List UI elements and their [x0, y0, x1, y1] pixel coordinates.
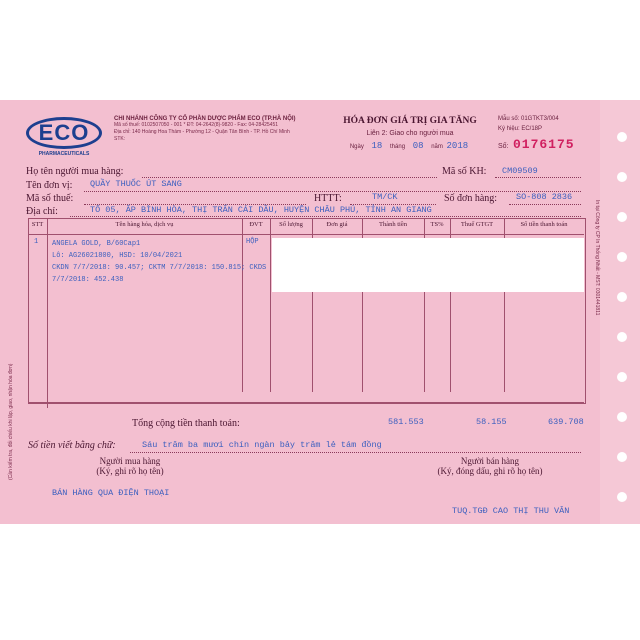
- address-value: TỔ 05, ẤP BÌNH HÒA, THỊ TRẤN CÁI DẦU, HUYỆN CHÂU PHÚ, TỈNH AN GIANG: [90, 205, 432, 215]
- total-payment: 639.708: [548, 417, 584, 427]
- customer-code-line: [495, 177, 581, 178]
- invoice-number: 0176175: [512, 137, 575, 152]
- feed-hole: [617, 332, 627, 342]
- invoice-date: [334, 141, 486, 151]
- row-unit: HỘP: [246, 238, 259, 246]
- feed-hole: [617, 492, 627, 502]
- unit-line: [84, 191, 581, 192]
- eco-logo: [26, 117, 102, 159]
- buyer-note: (Ký, ghi rõ họ tên): [96, 466, 164, 476]
- invoice-codes: [498, 116, 598, 153]
- address-label: Địa chỉ:: [26, 206, 58, 217]
- month-label: tháng: [390, 144, 406, 150]
- words-value: Sáu trăm ba mươi chín ngàn bảy trăm lẻ tám đồng: [142, 440, 382, 450]
- row-item-description: [52, 238, 266, 286]
- total-label: Tổng cộng tiền thanh toán:: [132, 418, 240, 429]
- buyer-stamp: BÁN HÀNG QUA ĐIỆN THOẠI: [52, 488, 170, 498]
- year-value: 2018: [446, 141, 469, 151]
- company-bank: STK:: [114, 136, 126, 142]
- form-code: Mẫu số: 01GTKT3/004: [498, 116, 559, 122]
- feed-hole: [617, 452, 627, 462]
- customer-code-label: Mã số KH:: [442, 166, 487, 177]
- address-line: [70, 216, 581, 217]
- total-amount: 581.553: [388, 417, 424, 427]
- payment-label: HTTT:: [314, 193, 342, 204]
- redacted-area: [272, 238, 584, 292]
- invoice-series: Ký hiệu: EC/18P: [498, 126, 543, 132]
- company-address: Địa chỉ: 140 Hoàng Hoa Thám - Phường 12 - Quận Tân Bình - TP. Hồ Chí Minh: [114, 129, 290, 135]
- buyer-title: Người mua hàng: [99, 456, 161, 466]
- buyer-name-label: Họ tên người mua hàng:: [26, 166, 124, 177]
- header-stt: STT: [31, 221, 44, 228]
- company-name: CHI NHÁNH CÔNG TY CỔ PHẦN DƯỢC PHẨM ECO (TP.HÀ NỘI): [114, 116, 296, 122]
- header-quantity: Số lượng: [279, 221, 303, 228]
- left-margin-note: (Cần kiểm tra, đối chiếu khi lập, giao, nhận hóa đơn): [8, 363, 14, 480]
- header-vat: Thuế GTGT: [460, 221, 494, 228]
- order-line: [509, 204, 581, 205]
- customer-code-value: CM09509: [502, 166, 538, 176]
- invoice-title-block: [334, 116, 486, 151]
- table-header-line: [28, 234, 584, 235]
- words-line: [130, 452, 581, 453]
- tax-label: Mã số thuế:: [26, 193, 74, 204]
- table-total-line: [28, 402, 584, 403]
- invoice-copy: Liên 2: Giao cho người mua: [366, 130, 454, 137]
- invoice-title: HÓA ĐƠN GIÁ TRỊ GIA TĂNG: [343, 116, 477, 126]
- header-payment: Số tiền thanh toán: [520, 221, 568, 228]
- words-label: Số tiền viết bằng chữ:: [28, 440, 116, 451]
- order-value: SO-808 2836: [516, 192, 573, 202]
- header-price: Đơn giá: [326, 221, 348, 228]
- buyer-name-line: [142, 177, 437, 178]
- payment-value: TM/CK: [372, 192, 398, 202]
- feed-hole: [617, 172, 627, 182]
- feed-hole: [617, 372, 627, 382]
- item-line: Lô: AG26021800, HSD: 10/04/2021: [52, 252, 183, 260]
- year-label: năm: [431, 144, 443, 150]
- seller-title: Người bán hàng: [460, 456, 520, 466]
- item-line: ANGELA GOLD, B/60Cap1: [52, 240, 141, 248]
- company-info: [114, 116, 324, 143]
- logo-text: ECO: [38, 120, 90, 145]
- buyer-signature: [60, 456, 200, 476]
- order-label: Số đơn hàng:: [444, 193, 498, 204]
- feed-hole: [617, 412, 627, 422]
- month-value: 08: [412, 141, 424, 151]
- company-taxcode: Mã số thuế: 0102507050 - 001 * ĐT: 04-2642(8)-9820 - Fax: 04-28425451: [114, 122, 278, 128]
- day-label: Ngày: [349, 144, 364, 150]
- feed-hole: [617, 252, 627, 262]
- header-tax-rate: TS%: [430, 221, 444, 228]
- header-unit: ĐVT: [249, 221, 263, 228]
- seller-note: (Ký, đóng dấu, ghi rõ họ tên): [437, 466, 543, 476]
- item-line: 7/7/2018: 452.438: [52, 276, 124, 284]
- logo-subtitle: PHARMACEUTICALS: [38, 151, 90, 157]
- item-line: CKDN 7/7/2018: 90.457; CKTM 7/7/2018: 150.815; CKDS: [52, 264, 267, 272]
- row-stt: 1: [34, 238, 39, 246]
- day-value: 18: [371, 141, 383, 151]
- feed-hole: [617, 292, 627, 302]
- invoice-number-label: Số:: [498, 143, 509, 150]
- feed-hole: [617, 132, 627, 142]
- header-amount: Thành tiền: [379, 221, 407, 228]
- feed-hole: [617, 212, 627, 222]
- header-item: Tên hàng hóa, dịch vụ: [115, 221, 174, 228]
- unit-label: Tên đơn vị:: [26, 180, 73, 191]
- seller-stamp: TUQ.TGĐ CAO THỊ THU VÂN: [452, 506, 570, 516]
- seller-signature: [410, 456, 570, 476]
- col-divider: [270, 218, 271, 392]
- right-margin-note: In tại Công ty CP In Thống Nhất - MST: 0301441811: [594, 200, 600, 316]
- unit-value: QUẦY THUỐC ÚT SANG: [90, 179, 182, 189]
- invoice-number-row: [498, 135, 598, 153]
- total-vat: 58.155: [476, 417, 507, 427]
- col-divider: [47, 218, 48, 408]
